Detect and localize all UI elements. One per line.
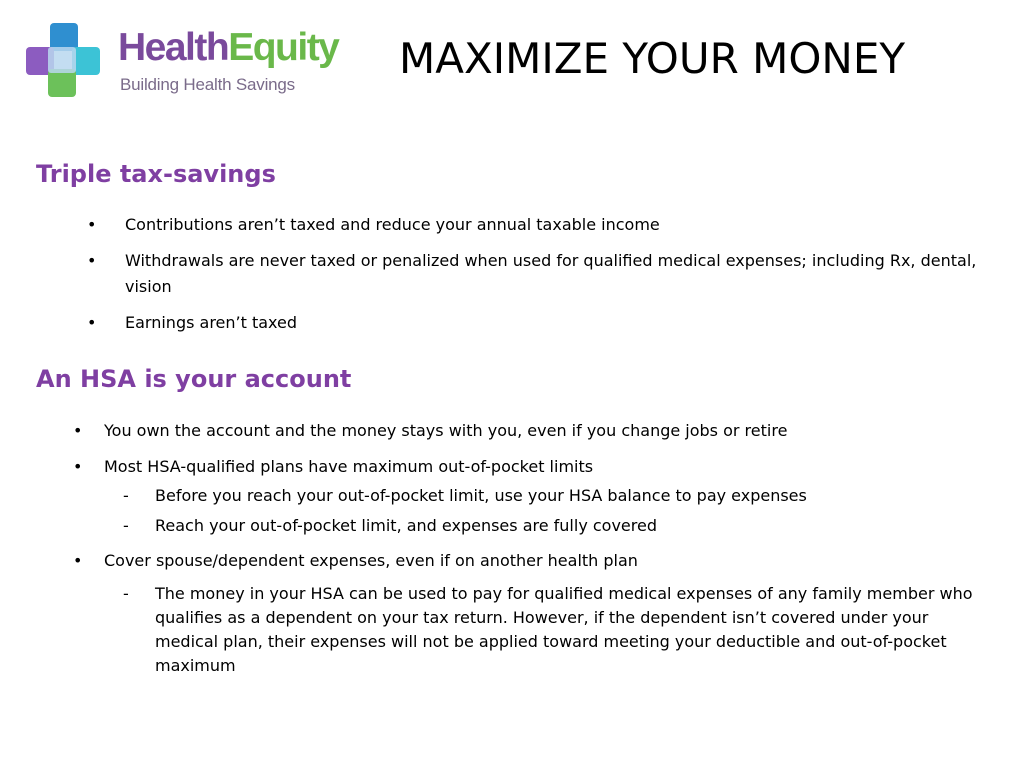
dash-marker: - bbox=[123, 584, 129, 603]
list-item-text: Earnings aren’t taxed bbox=[125, 313, 298, 332]
bullet-marker: • bbox=[73, 457, 83, 476]
section-heading-hsa-account: An HSA is your account bbox=[36, 365, 352, 393]
list-item-text: Contributions aren’t taxed and reduce your annual taxable income bbox=[125, 215, 660, 234]
list-item bbox=[73, 454, 1004, 538]
list-item-text: You own the account and the money stays with you, even if you change jobs or retire bbox=[104, 421, 788, 440]
list-item-text: Most HSA-qualified plans have maximum out-of-pocket limits bbox=[104, 457, 594, 476]
bullet-marker: • bbox=[73, 421, 83, 440]
dash-marker: - bbox=[123, 516, 129, 535]
list-item bbox=[87, 212, 1005, 238]
bullet-marker: • bbox=[87, 251, 97, 270]
list-item-text: Cover spouse/dependent expenses, even if on another health plan bbox=[104, 551, 638, 570]
list-item bbox=[87, 248, 1005, 300]
sub-list-item bbox=[123, 514, 1004, 538]
list-item bbox=[73, 548, 1004, 678]
bullet-marker: • bbox=[87, 313, 97, 332]
bullet-marker: • bbox=[87, 215, 97, 234]
sub-list-item-text: Reach your out-of-pocket limit, and expenses are fully covered bbox=[155, 516, 657, 535]
healthequity-logo-icon bbox=[24, 22, 104, 102]
list-item-text: Withdrawals are never taxed or penalized when used for qualified medical expenses; including Rx, dental, vision bbox=[125, 251, 977, 296]
healthequity-logo bbox=[24, 22, 364, 104]
hsa-account-list bbox=[73, 418, 1004, 678]
logo-wordmark bbox=[118, 28, 338, 67]
dash-marker: - bbox=[123, 486, 129, 505]
sub-list-item-text: Before you reach your out-of-pocket limit, use your HSA balance to pay expenses bbox=[155, 486, 807, 505]
slide-title: MAXIMIZE YOUR MONEY bbox=[399, 34, 906, 83]
sub-list-item bbox=[123, 484, 1004, 508]
sub-list-item-text: The money in your HSA can be used to pay for qualified medical expenses of any family member who qualifies as a dependent on your tax return. However, if the dependent isn’t covered under your medical plan, their expenses will not be applied toward meeting your deductible and out-of-pocket maximum bbox=[155, 584, 973, 675]
sub-list-item bbox=[123, 582, 995, 678]
logo-brand-equity: Equity bbox=[228, 26, 339, 69]
triple-tax-savings-list bbox=[87, 212, 1005, 336]
logo-tagline: Building Health Savings bbox=[120, 75, 295, 94]
list-item bbox=[87, 310, 1005, 336]
section-heading-triple-tax-savings: Triple tax-savings bbox=[36, 160, 276, 188]
bullet-marker: • bbox=[73, 551, 83, 570]
list-item bbox=[73, 418, 1004, 444]
logo-brand-health: Health bbox=[118, 26, 229, 69]
